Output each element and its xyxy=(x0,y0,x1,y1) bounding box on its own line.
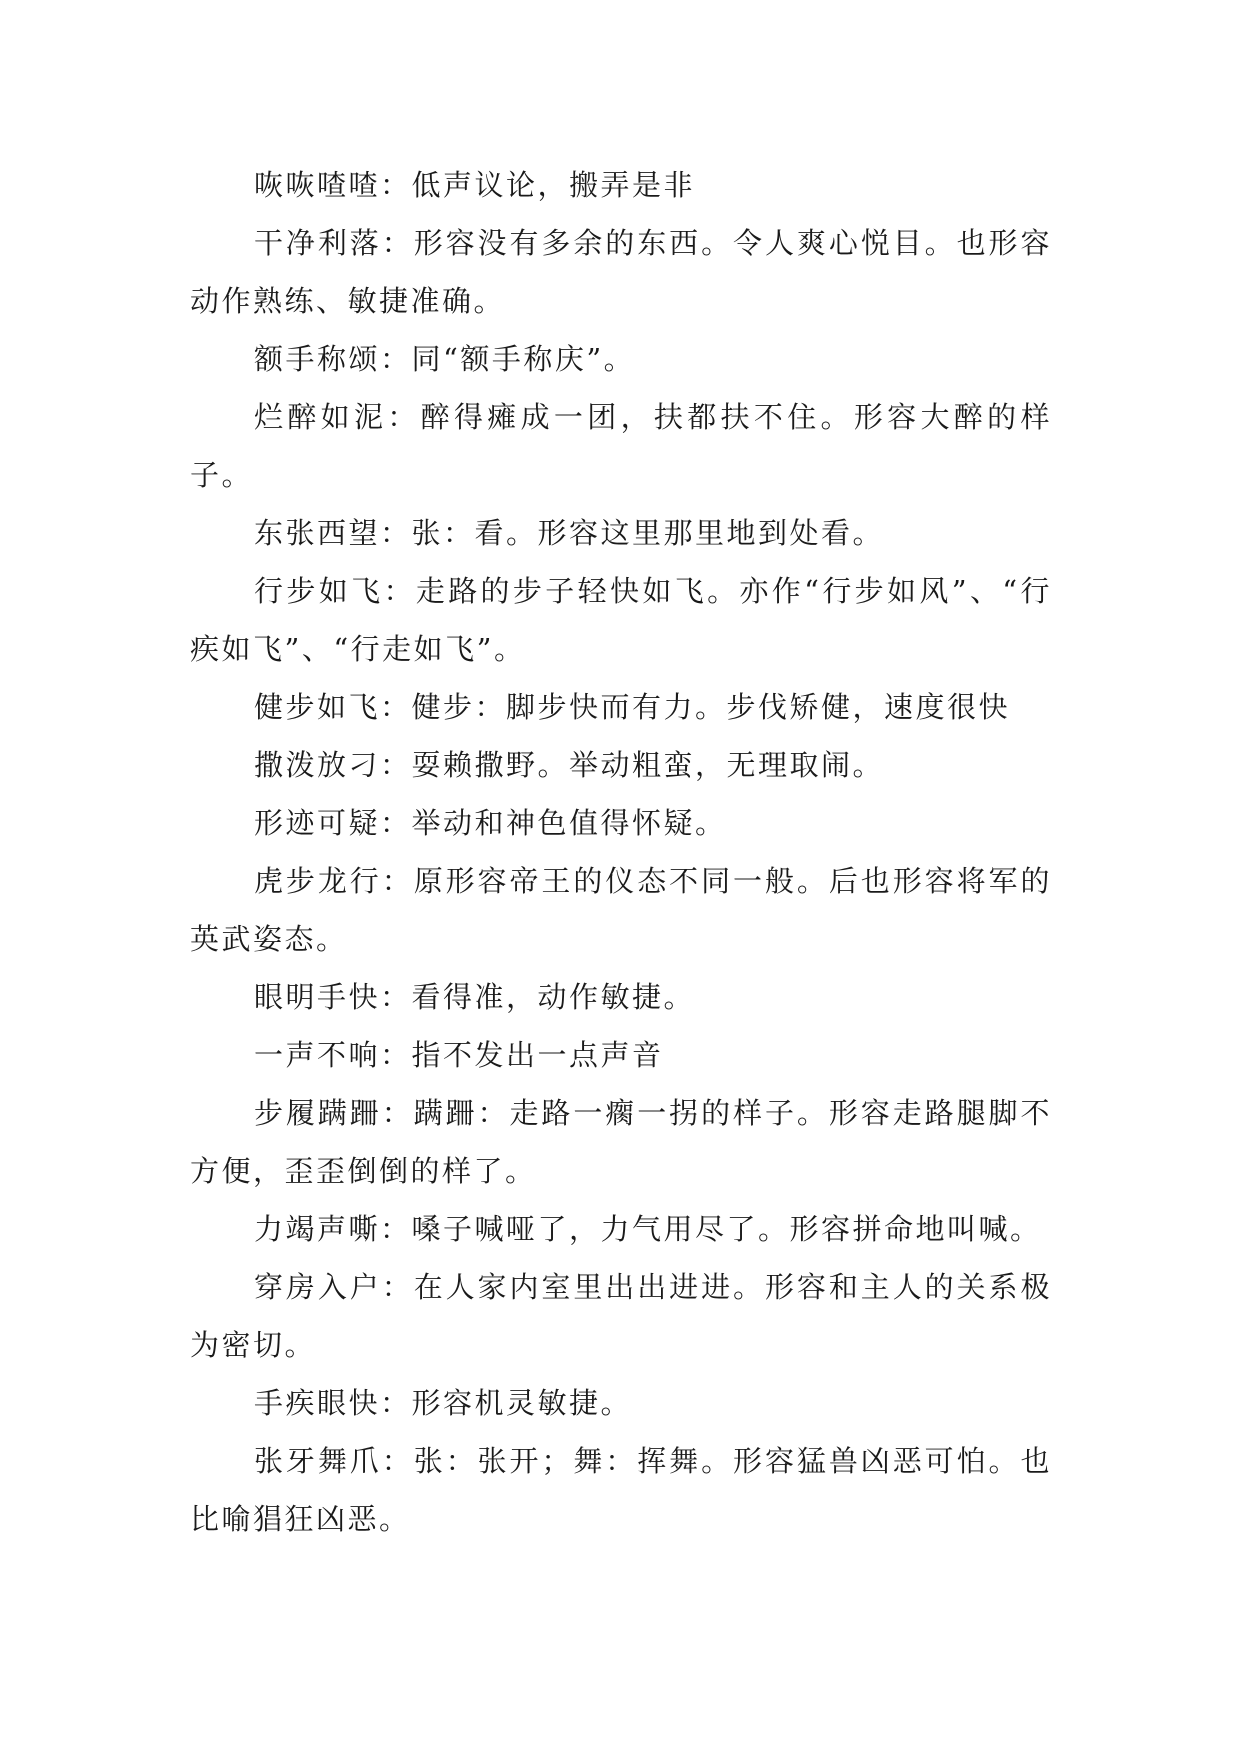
entry-paragraph xyxy=(190,1084,1052,1200)
entry-definition: 健步：脚步快而有力。步伐矫健，速度很快 xyxy=(411,690,1011,724)
entry-definition: 张：张开；舞：挥舞。形容猛兽凶恶可怕。也比喻猖狂凶恶。 xyxy=(190,1444,1052,1536)
entry-paragraph xyxy=(190,1026,1052,1084)
entry-separator: ： xyxy=(380,806,412,840)
entry-term: 穿房入户 xyxy=(254,1270,382,1304)
entry-separator: ： xyxy=(380,980,412,1014)
entry-paragraph xyxy=(190,156,1052,214)
entry-paragraph xyxy=(190,562,1052,678)
entry-term: 形迹可疑 xyxy=(254,806,381,840)
entry-paragraph xyxy=(190,504,1052,562)
entry-separator: ： xyxy=(381,1096,414,1130)
entry-term: 健步如飞 xyxy=(254,690,381,724)
entry-paragraph xyxy=(190,1432,1052,1548)
entry-term: 咴咴喳喳 xyxy=(254,168,381,202)
entry-definition: 举动和神色值得怀疑。 xyxy=(411,806,727,840)
entry-separator: ： xyxy=(380,168,412,202)
entry-term: 步履蹒跚 xyxy=(254,1096,382,1130)
entry-term: 眼明手快 xyxy=(254,980,381,1014)
entry-definition: 看得准，动作敏捷。 xyxy=(411,980,696,1014)
entry-paragraph xyxy=(190,1200,1052,1258)
entry-definition: 原形容帝王的仪态不同一般。后也形容将军的英武姿态。 xyxy=(190,864,1052,956)
entry-definition: 耍赖撒野。举动粗蛮，无理取闹。 xyxy=(411,748,885,782)
entry-term: 行步如飞 xyxy=(254,574,384,608)
entry-definition: 张：看。形容这里那里地到处看。 xyxy=(411,516,885,550)
entry-definition: 指不发出一点声音 xyxy=(411,1038,664,1072)
entry-separator: ： xyxy=(383,574,416,608)
entry-term: 一声不响 xyxy=(254,1038,381,1072)
entry-definition: 在人家内室里出出进进。形容和主人的关系极为密切。 xyxy=(190,1270,1052,1362)
entry-paragraph xyxy=(190,852,1052,968)
entry-paragraph xyxy=(190,330,1052,388)
entry-separator: ： xyxy=(380,1038,412,1072)
entry-definition: 形容没有多余的东西。令人爽心悦目。也形容动作熟练、敏捷准确。 xyxy=(190,226,1052,318)
entry-term: 虎步龙行 xyxy=(254,864,382,898)
entry-term: 撒泼放刁 xyxy=(254,748,381,782)
entry-term: 手疾眼快 xyxy=(254,1386,381,1420)
entry-paragraph xyxy=(190,388,1052,504)
entry-separator: ： xyxy=(381,1444,414,1478)
entry-term: 力竭声嘶 xyxy=(254,1212,381,1246)
entry-definition: 醉得瘫成一团，扶都扶不住。形容大醉的样子。 xyxy=(190,400,1052,492)
entry-separator: ： xyxy=(381,1270,414,1304)
entry-term: 额手称颂 xyxy=(254,342,381,376)
entry-definition: 形容机灵敏捷。 xyxy=(411,1386,633,1420)
entry-separator: ： xyxy=(380,1212,412,1246)
entry-separator: ： xyxy=(380,516,412,550)
entry-definition: 低声议论，搬弄是非 xyxy=(411,168,696,202)
entry-definition: 走路的步子轻快如飞。亦作“行步如风”、“行疾如飞”、“行走如飞”。 xyxy=(190,574,1052,666)
entry-paragraph xyxy=(190,678,1052,736)
entry-separator: ： xyxy=(387,400,421,434)
entry-definition: 同“额手称庆”。 xyxy=(411,342,636,376)
entry-separator: ： xyxy=(381,864,414,898)
entry-term: 干净利落 xyxy=(254,226,382,260)
document-body xyxy=(190,156,1052,1548)
entry-separator: ： xyxy=(380,690,412,724)
entry-separator: ： xyxy=(380,748,412,782)
entry-term: 东张西望 xyxy=(254,516,381,550)
entry-separator: ： xyxy=(380,1386,412,1420)
entry-term: 烂醉如泥 xyxy=(254,400,388,434)
entry-definition: 嗓子喊哑了，力气用尽了。形容拼命地叫喊。 xyxy=(411,1212,1042,1246)
entry-paragraph xyxy=(190,736,1052,794)
entry-paragraph xyxy=(190,1258,1052,1374)
entry-term: 张牙舞爪 xyxy=(254,1444,382,1478)
entry-paragraph xyxy=(190,1374,1052,1432)
entry-definition: 蹒跚：走路一瘸一拐的样子。形容走路腿脚不方便，歪歪倒倒的样了。 xyxy=(190,1096,1052,1188)
entry-paragraph xyxy=(190,968,1052,1026)
entry-separator: ： xyxy=(381,226,414,260)
entry-paragraph xyxy=(190,794,1052,852)
entry-separator: ： xyxy=(380,342,412,376)
entry-paragraph xyxy=(190,214,1052,330)
